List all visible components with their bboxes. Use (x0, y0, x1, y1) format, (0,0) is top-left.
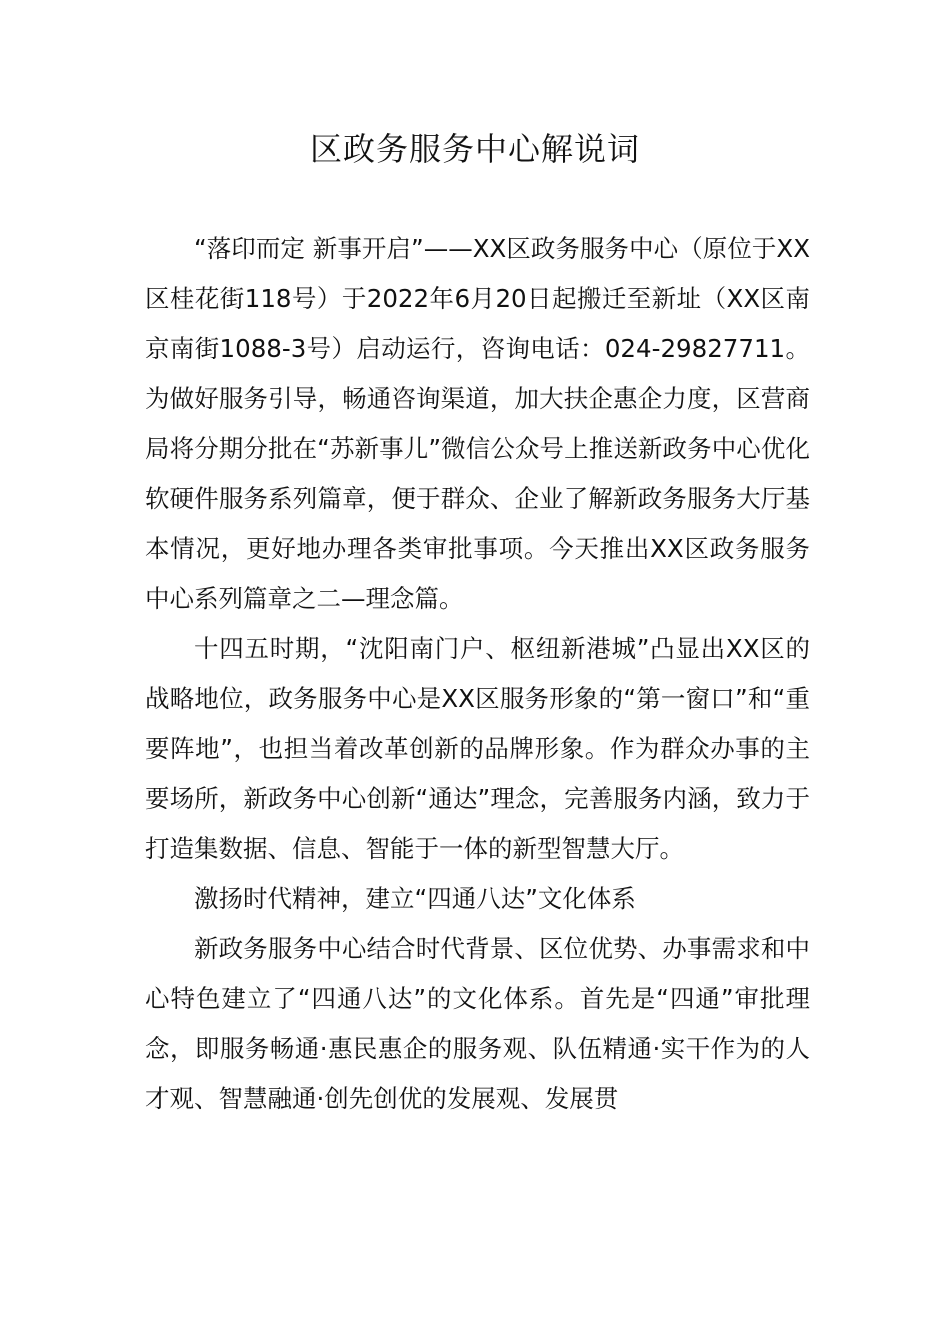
document-title: 区政务服务中心解说词 (309, 130, 640, 168)
paragraph-intro: “落印而定 新事开启”——XX区政务服务中心（原位于XX区桂花街118号）于2022年6月20日起搬迁至新址（XX区南京南街1088-3号）启动运行，咨询电话：024-29827711。为做好服务引导，畅通咨询渠道，加大扶企惠企力度，区营商局将分期分批在“苏新事儿”微信公众号上推送新政务中心优化软硬件服务系列篇章，便于群众、企业了解新政务服务大厅基本情况，更好地办理各类审批事项。今天推出XX区政务服务中心系列篇章之二—理念篇。 (145, 234, 810, 613)
paragraph-strategic-position: 十四五时期，“沈阳南门户、枢纽新港城”凸显出XX区的战略地位，政务服务中心是XX区服务形象的“第一窗口”和“重要阵地”，也担当着改革创新的品牌形象。作为群众办事的主要场所，新政务中心创新“通达”理念，完善服务内涵，致力于打造集数据、信息、智能于一体的新型智慧大厅。 (145, 634, 810, 863)
section-heading-culture-system: 激扬时代精神，建立“四通八达”文化体系 (194, 884, 636, 913)
document-body (145, 224, 810, 1124)
paragraph-culture-system: 新政务服务中心结合时代背景、区位优势、办事需求和中心特色建立了“四通八达”的文化体系。首先是“四通”审批理念，即服务畅通·惠民惠企的服务观、队伍精通·实干作为的人才观、智慧融通·创先创优的发展观、发展贯 (145, 934, 810, 1113)
